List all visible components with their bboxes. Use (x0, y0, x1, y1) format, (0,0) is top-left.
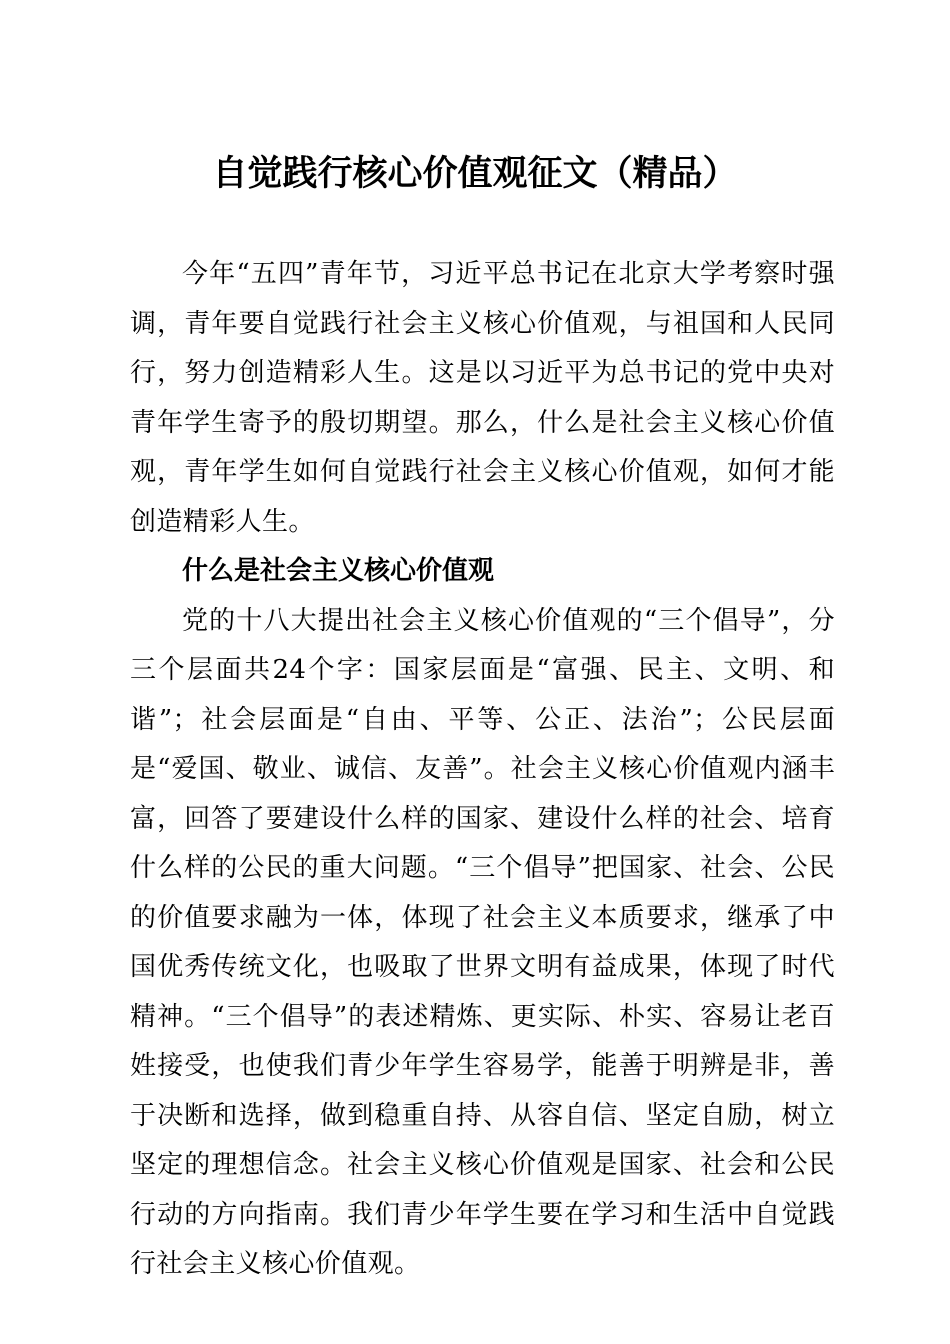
paragraph-core-values: 党的十八大提出社会主义核心价值观的“三个倡导”，分三个层面共24个字：国家层面是“富强、民主、文明、和谐”；社会层面是“自由、平等、公正、法治”；公民层面是“爱国、敬业、诚信、友善”。社会主义核心价值观内涵丰富，回答了要建设什么样的国家、建设什么样的社会、培育什么样的公民的重大问题。“三个倡导”把国家、社会、公民的价值要求融为一体，体现了社会主义本质要求，继承了中国优秀传统文化，也吸取了世界文明有益成果，体现了时代精神。“三个倡导”的表述精炼、更实际、朴实、容易让老百姓接受，也使我们青少年学生容易学，能善于明辨是非，善于决断和选择，做到稳重自持、从容自信、坚定自励，树立坚定的理想信念。社会主义核心价值观是国家、社会和公民行动的方向指南。我们青少年学生要在学习和生活中自觉践行社会主义核心价值观。 (130, 605, 835, 1279)
section-heading: 什么是社会主义核心价值观 (182, 556, 495, 586)
paragraph-intro: 今年“五四”青年节，习近平总书记在北京大学考察时强调，青年要自觉践行社会主义核心价值观，与祖国和人民同行，努力创造精彩人生。这是以习近平为总书记的党中央对青年学生寄予的殷切期望。那么，什么是社会主义核心价值观，青年学生如何自觉践行社会主义核心价值观，如何才能创造精彩人生。 (130, 259, 835, 537)
document-body (130, 250, 835, 1290)
document-title: 自觉践行核心价值观征文（精品） (212, 154, 738, 194)
